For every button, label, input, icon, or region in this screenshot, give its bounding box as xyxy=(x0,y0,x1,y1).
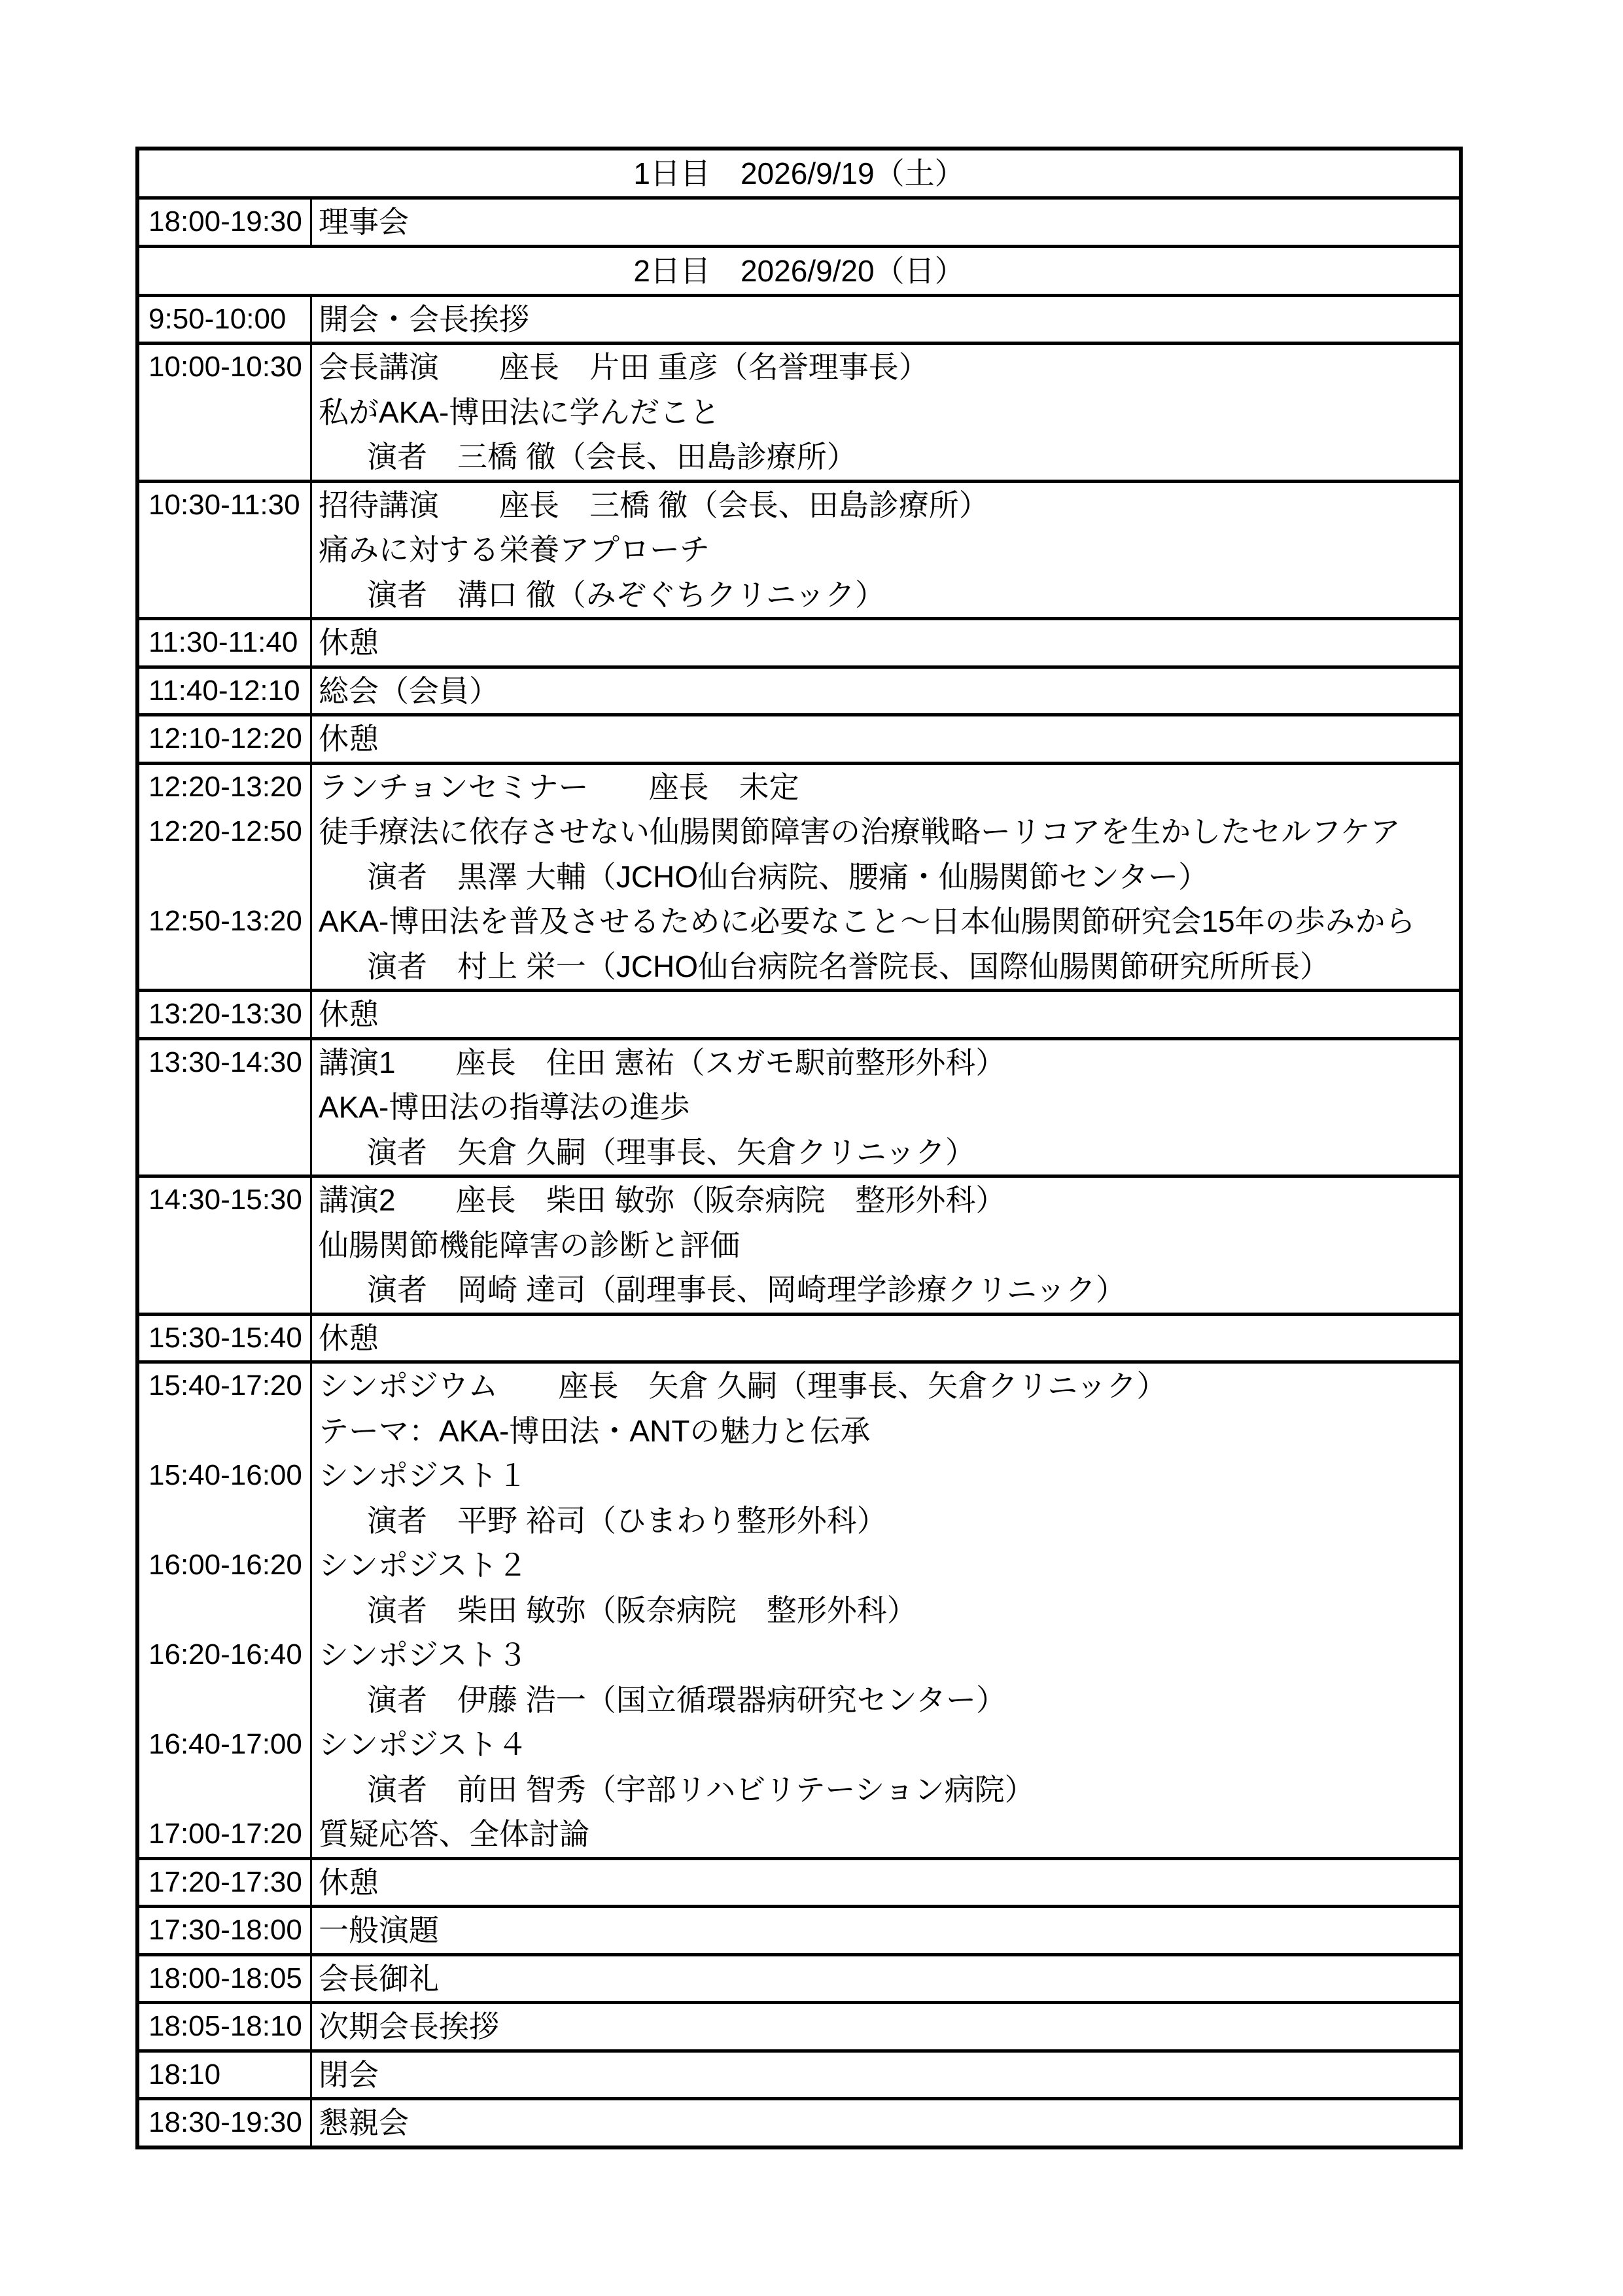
time-cell xyxy=(139,345,312,480)
content-cell xyxy=(312,1178,1459,1313)
time-text: 12:50-13:20 xyxy=(148,905,302,937)
time-text: 15:40-16:00 xyxy=(148,1459,302,1491)
content-line: 演者 平野 裕司（ひまわり整形外科） xyxy=(367,1503,887,1538)
time-text: 17:00-17:20 xyxy=(148,1818,302,1850)
time-text xyxy=(148,434,310,480)
session-row xyxy=(139,1953,1459,2002)
session-row xyxy=(139,196,1459,245)
content-cell xyxy=(312,345,1459,480)
session-row xyxy=(139,1037,1459,1175)
content-cell xyxy=(312,2053,1459,2098)
content-line: 演者 村上 栄一（JCHO仙台病院名誉院長、国際仙腸関節研究所所長） xyxy=(367,949,1330,983)
time-text: 13:20-13:30 xyxy=(148,998,302,1030)
content-cell xyxy=(312,669,1459,714)
content-line: 総会（会員） xyxy=(319,673,499,708)
time-cell xyxy=(139,297,312,342)
content-line: シンポジスト１ xyxy=(319,1458,528,1492)
session-row xyxy=(139,2049,1459,2098)
time-cell xyxy=(139,483,312,618)
time-cell xyxy=(139,1316,312,1361)
time-text xyxy=(148,1409,310,1454)
time-text: 18:00-19:30 xyxy=(148,205,302,238)
session-row xyxy=(139,1174,1459,1313)
time-text: 12:20-12:50 xyxy=(148,815,302,847)
content-line: 演者 黒澤 大輔（JCHO仙台病院、腰痛・仙腸関節センター） xyxy=(367,859,1209,894)
content-line: シンポジスト４ xyxy=(319,1727,528,1761)
content-line: AKA-博田法を普及させるために必要なこと～日本仙腸関節研究会15年の歩みから xyxy=(319,904,1416,938)
schedule-table xyxy=(135,147,1463,2149)
time-text: 15:40-17:20 xyxy=(148,1369,302,1402)
content-line: 演者 矢倉 久嗣（理事長、矢倉クリニック） xyxy=(367,1135,976,1169)
time-text: 15:30-15:40 xyxy=(148,1321,302,1354)
session-row xyxy=(139,713,1459,762)
content-cell xyxy=(312,765,1459,989)
content-line: 徒手療法に依存させない仙腸関節障害の治療戦略ーリコアを生かしたセルフケア xyxy=(319,815,1401,849)
session-row xyxy=(139,989,1459,1037)
time-cell xyxy=(139,2053,312,2098)
time-text: 14:30-15:30 xyxy=(148,1184,302,1216)
content-line: 演者 柴田 敏弥（阪奈病院 整形外科） xyxy=(367,1593,917,1627)
content-line: 講演2 座長 柴田 敏弥（阪奈病院 整形外科） xyxy=(319,1183,1006,1217)
session-row xyxy=(139,480,1459,618)
time-text: 9:50-10:00 xyxy=(148,302,287,335)
content-line: 理事会 xyxy=(319,205,409,239)
content-line: 休憩 xyxy=(319,997,379,1031)
time-cell xyxy=(139,1364,312,1857)
time-text xyxy=(148,390,310,435)
content-line: 演者 前田 智秀（宇部リハビリテーション病院） xyxy=(367,1772,1035,1807)
time-text xyxy=(148,944,310,989)
time-cell xyxy=(139,1860,312,1905)
content-line: 演者 岡崎 達司（副理事長、岡崎理学診療クリニック） xyxy=(367,1273,1126,1307)
time-text xyxy=(148,1498,310,1544)
content-cell xyxy=(312,620,1459,665)
time-cell xyxy=(139,2004,312,2049)
content-line: 招待講演 座長 三橋 徹（会長、田島診療所） xyxy=(319,487,989,522)
time-text: 18:10 xyxy=(148,2058,221,2091)
session-row xyxy=(139,2097,1459,2146)
time-text: 17:30-18:00 xyxy=(148,1914,302,1946)
time-text: 18:00-18:05 xyxy=(148,1962,302,1994)
time-cell xyxy=(139,1178,312,1313)
content-line: 閉会 xyxy=(319,2057,379,2092)
time-cell xyxy=(139,1040,312,1175)
session-row xyxy=(139,1905,1459,1953)
time-text: 16:20-16:40 xyxy=(148,1638,302,1670)
content-cell xyxy=(312,1908,1459,1953)
time-cell xyxy=(139,2100,312,2146)
content-line: 休憩 xyxy=(319,1865,379,1899)
content-line: 仙腸関節機能障害の診断と評価 xyxy=(319,1227,740,1262)
time-text xyxy=(148,1588,310,1633)
content-line: 私がAKA-博田法に学んだこと xyxy=(319,395,720,429)
content-cell xyxy=(312,1040,1459,1175)
time-text: 12:20-13:20 xyxy=(148,770,302,803)
content-cell xyxy=(312,200,1459,245)
time-text xyxy=(148,1223,310,1268)
time-text: 17:20-17:30 xyxy=(148,1865,302,1898)
content-line: 痛みに対する栄養アプローチ xyxy=(319,533,710,567)
content-cell xyxy=(312,1364,1459,1857)
content-line: 一般演題 xyxy=(319,1913,439,1947)
time-cell xyxy=(139,669,312,714)
session-row xyxy=(139,1857,1459,1905)
content-cell xyxy=(312,1956,1459,2002)
time-text: 10:00-10:30 xyxy=(148,351,302,383)
time-text xyxy=(148,855,310,900)
session-row xyxy=(139,617,1459,665)
time-text: 11:40-12:10 xyxy=(148,674,300,707)
time-cell xyxy=(139,1908,312,1953)
content-line: 演者 三橋 徹（会長、田島診療所） xyxy=(367,440,857,474)
time-cell xyxy=(139,765,312,989)
content-line: ランチョンセミナー 座長 未定 xyxy=(319,769,799,804)
content-line: 休憩 xyxy=(319,1320,379,1355)
session-row xyxy=(139,665,1459,714)
content-line: 会長講演 座長 片田 重彦（名誉理事長） xyxy=(319,350,929,384)
session-row xyxy=(139,1313,1459,1361)
time-text xyxy=(148,1678,310,1723)
content-cell xyxy=(312,992,1459,1037)
content-line: 演者 伊藤 浩一（国立循環器病研究センター） xyxy=(367,1682,1006,1717)
content-cell xyxy=(312,297,1459,342)
time-cell xyxy=(139,992,312,1037)
content-line: 懇親会 xyxy=(319,2106,409,2140)
day-header-row xyxy=(139,245,1459,294)
time-text: 12:10-12:20 xyxy=(148,722,302,754)
time-cell xyxy=(139,716,312,762)
session-row xyxy=(139,2001,1459,2049)
content-line: シンポジスト３ xyxy=(319,1638,528,1672)
content-line: AKA-博田法の指導法の進歩 xyxy=(319,1090,690,1124)
content-line: 講演1 座長 住田 憲祐（スガモ駅前整形外科） xyxy=(319,1045,1006,1080)
day-header-label: 1日目 2026/9/19（土） xyxy=(633,156,965,190)
time-text xyxy=(148,573,310,618)
time-text: 16:00-16:20 xyxy=(148,1549,302,1581)
content-line: 演者 溝口 徹（みぞぐちクリニック） xyxy=(367,577,886,612)
time-text: 18:05-18:10 xyxy=(148,2010,302,2042)
content-cell xyxy=(312,483,1459,618)
time-cell xyxy=(139,1956,312,2002)
day-header-row xyxy=(139,150,1459,196)
time-text xyxy=(148,1267,310,1313)
session-row xyxy=(139,294,1459,342)
content-line: 質疑応答、全体討論 xyxy=(319,1817,589,1851)
content-line: テーマ：AKA-博田法・ANTの魅力と伝承 xyxy=(319,1413,871,1448)
time-text: 10:30-11:30 xyxy=(148,488,300,521)
time-text: 11:30-11:40 xyxy=(148,626,298,658)
content-line: シンポジスト２ xyxy=(319,1548,528,1582)
time-text xyxy=(148,1130,310,1175)
content-line: 休憩 xyxy=(319,626,379,660)
day-header-label: 2日目 2026/9/20（日） xyxy=(633,253,965,288)
content-line: 会長御礼 xyxy=(319,1961,439,1996)
content-cell xyxy=(312,1860,1459,1905)
content-line: シンポジウム 座長 矢倉 久嗣（理事長、矢倉クリニック） xyxy=(319,1369,1167,1403)
content-line: 休憩 xyxy=(319,722,379,756)
content-line: 開会・会長挨拶 xyxy=(319,302,529,336)
session-row xyxy=(139,342,1459,480)
content-cell xyxy=(312,2004,1459,2049)
content-cell xyxy=(312,2100,1459,2146)
time-text: 13:30-14:30 xyxy=(148,1046,302,1078)
time-text: 18:30-19:30 xyxy=(148,2106,302,2138)
content-cell xyxy=(312,1316,1459,1361)
time-text xyxy=(148,1767,310,1812)
content-cell xyxy=(312,716,1459,762)
session-row xyxy=(139,762,1459,989)
time-text: 16:40-17:00 xyxy=(148,1728,302,1760)
time-cell xyxy=(139,620,312,665)
time-text xyxy=(148,1085,310,1130)
session-row xyxy=(139,1360,1459,1857)
content-line: 次期会長挨拶 xyxy=(319,2009,499,2043)
time-text xyxy=(148,527,310,573)
time-cell xyxy=(139,200,312,245)
